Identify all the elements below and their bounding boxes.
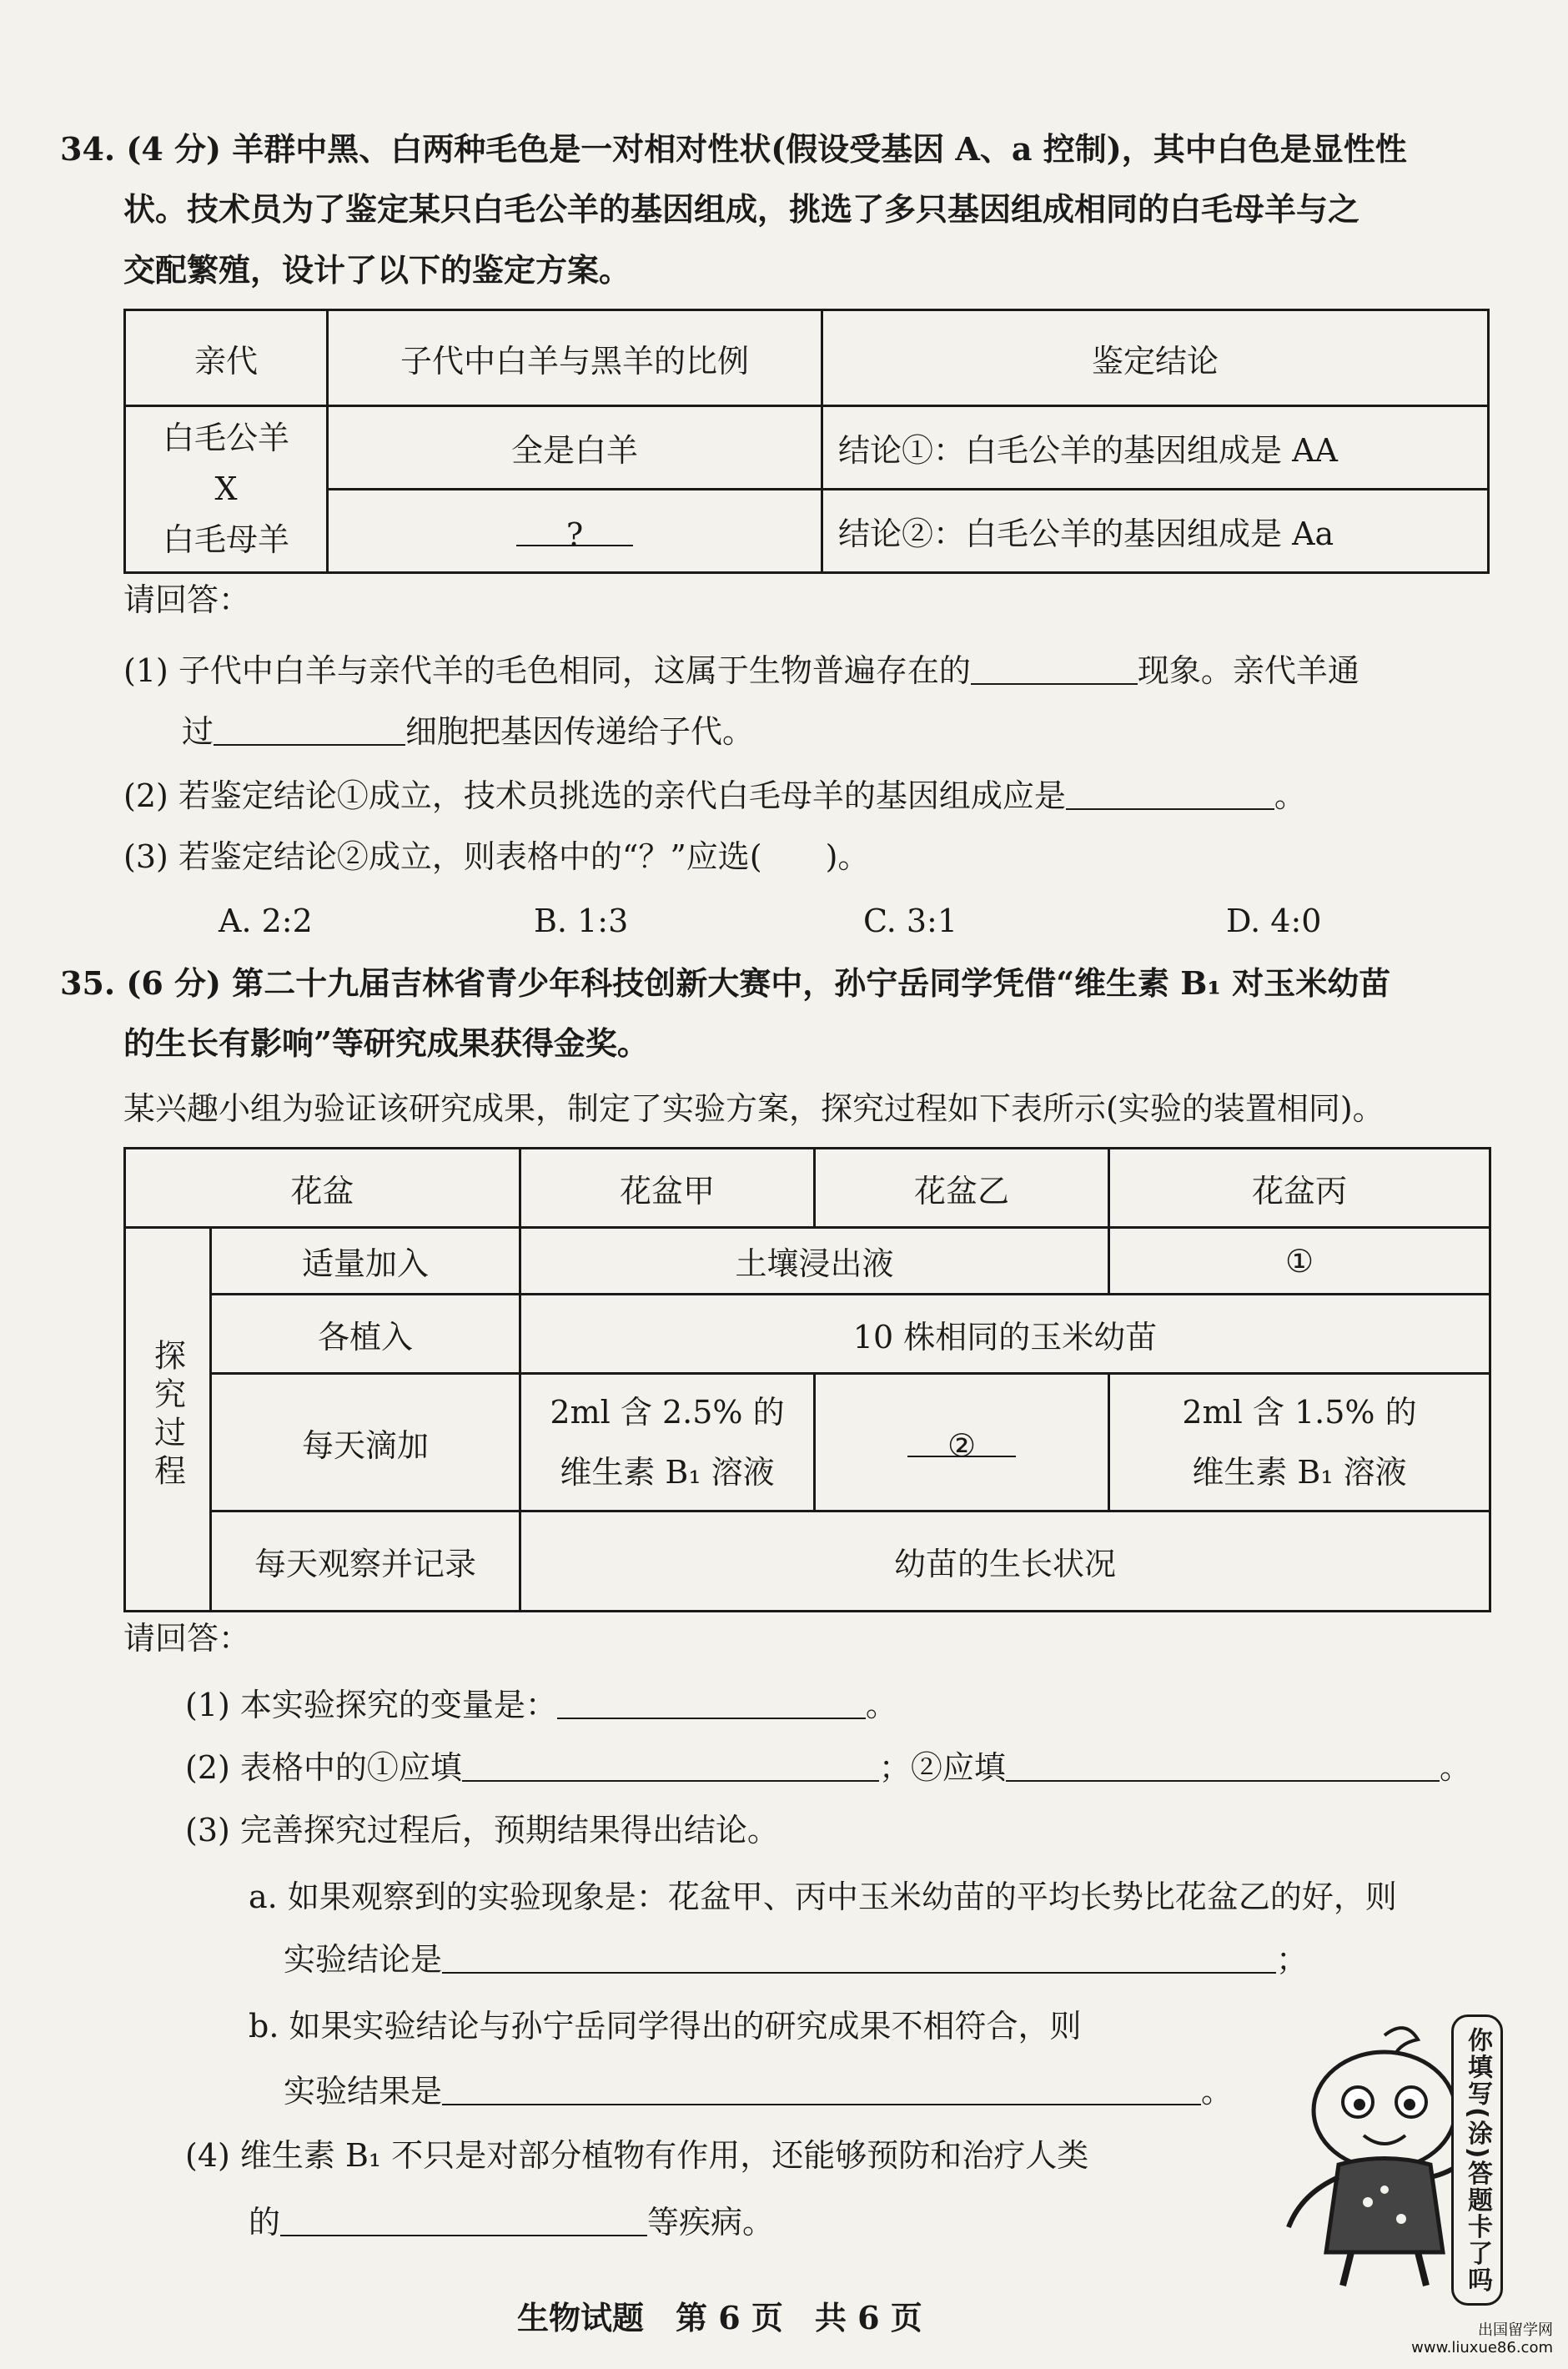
q34-header-conclusion: 鉴定结论 [822,310,1489,406]
q35-row4-val: 幼苗的生长状况 [520,1511,1490,1612]
q35-blank-2[interactable] [462,1752,879,1782]
q35-row3-b-cell [815,1374,1109,1511]
q34-stem-line3: 交配繁殖，设计了以下的鉴定方案。 [123,251,631,289]
watermark-url: www.liuxue86.com [1411,2339,1553,2357]
q34-conclusion-2: 结论②：白毛公羊的基因组成是 Aa [822,490,1489,573]
q35-row1-c: ① [1109,1228,1490,1295]
page-footer: 生物试题 第 6 页 共 6 页 [517,2299,922,2336]
q35-row2-val: 10 株相同的玉米幼苗 [520,1295,1490,1374]
q35-row2-label: 各植入 [211,1295,520,1374]
q35-sub4-line1: (4) 维生素 B₁ 不只是对部分植物有作用，还能够预防和治疗人类 [185,2137,1089,2174]
q35-please-answer: 请回答： [123,1620,251,1657]
q34-parent-cell [125,406,328,573]
q35-table [123,1147,1491,1612]
q34-blank-3[interactable] [1066,780,1274,810]
mascot-speech-bubble: 你填写(涂)答题卡了吗 [1451,2014,1503,2306]
q34-stem-line1: 34. (4 分) 羊群中黑、白两种毛色是一对相对性状(假设受基因 A、a 控制)，其中白色是显性性 [60,130,1407,168]
watermark-name: 出国留学网 [1478,2321,1553,2339]
q34-blank-2[interactable] [214,716,405,746]
q34-parent-x: X [214,470,238,508]
q35-row4-label: 每天观察并记录 [211,1511,520,1612]
q34-sub1-line2: 过 细胞把基因传递给子代。 [182,713,755,750]
q34-sub1-line1: (1) 子代中白羊与亲代羊的毛色相同，这属于生物普遍存在的 现象。亲代羊通 [123,652,1359,689]
q35-process-label: 探究过程 [148,1339,186,1492]
q34-table [123,309,1490,574]
q35-sub2: (2) 表格中的①应填 ；②应填 。 [185,1749,1471,1786]
q34-option-c[interactable]: C. 3:1 [863,903,958,939]
watermark [1411,2321,1553,2357]
q35-blank-5[interactable] [442,2075,1201,2105]
q34-ratio-1: 全是白羊 [328,406,822,490]
q35-row1-ab: 土壤浸出液 [520,1228,1109,1295]
q35-stem-line2: 的生长有影响”等研究成果获得金奖。 [123,1024,649,1062]
q34-stem-line2: 状。技术员为了鉴定某只白毛公羊的基因组成，挑选了多只基因组成相同的白毛母羊与之 [123,190,1360,228]
q35-row3-b[interactable]: ② [907,1427,1016,1457]
q35-row3-a-line2: 维生素 B₁ 溶液 [560,1454,775,1491]
q35-sub3: (3) 完善探究过程后，预期结果得出结论。 [185,1812,779,1848]
q34-blank-1[interactable] [971,655,1138,685]
q34-ratio-2-cell [328,490,822,573]
q35-stem-line3: 某兴趣小组为验证该研究成果，制定了实验方案，探究过程如下表所示(实验的装置相同)。 [123,1090,1385,1127]
q34-parent-male: 白毛公羊 [162,420,289,457]
q34-parent-female: 白毛母羊 [162,521,289,558]
q35-sub3b-line1: b. 如果实验结论与孙宁岳同学得出的研究成果不相符合，则 [249,2008,1082,2045]
q35-row3-a [520,1374,815,1511]
q35-row3-c-line1: 2ml 含 1.5% 的 [1182,1393,1417,1431]
q35-blank-3[interactable] [1006,1752,1440,1782]
q34-please-answer: 请回答： [123,581,251,618]
q35-stem-line1: 35. (6 分) 第二十九届吉林省青少年科技创新大赛中，孙宁岳同学凭借“维生素 B₁ 对玉米幼苗 [60,964,1391,1002]
q35-process-cell [125,1228,211,1612]
q34-ratio-2: ? [516,516,633,546]
q34-conclusion-1: 结论①：白毛公羊的基因组成是 AA [822,406,1489,490]
q35-row1-label: 适量加入 [211,1228,520,1295]
q34-sub3: (3) 若鉴定结论②成立，则表格中的“？”应选( )。 [123,838,870,875]
q34-header-ratio: 子代中白羊与黑羊的比例 [328,310,822,406]
q35-row3-c [1109,1374,1490,1511]
q34-header-parent: 亲代 [125,310,328,406]
q35-header-pot: 花盆 [125,1149,520,1228]
q35-row3-a-line1: 2ml 含 2.5% 的 [550,1393,785,1431]
q35-row3-label: 每天滴加 [211,1374,520,1511]
q35-header-b: 花盆乙 [815,1149,1109,1228]
q35-row3-c-line2: 维生素 B₁ 溶液 [1192,1454,1407,1491]
q35-sub4-line2: 的 等疾病。 [249,2204,775,2241]
q35-blank-4[interactable] [442,1944,1276,1974]
q35-sub1: (1) 本实验探究的变量是： 。 [185,1687,897,1723]
q34-option-b[interactable]: B. 1:3 [534,903,629,939]
q34-sub2: (2) 若鉴定结论①成立，技术员挑选的亲代白毛母羊的基因组成应是 。 [123,777,1306,814]
q35-header-a: 花盆甲 [520,1149,815,1228]
q35-blank-1[interactable] [557,1689,866,1719]
q34-option-a[interactable]: A. 2:2 [219,903,313,939]
q35-header-c: 花盆丙 [1109,1149,1490,1228]
q35-sub3a-line1: a. 如果观察到的实验现象是：花盆甲、丙中玉米幼苗的平均长势比花盆乙的好，则 [249,1879,1397,1915]
q35-sub3b-line2: 实验结果是 。 [284,2073,1234,2110]
q34-option-d[interactable]: D. 4:0 [1226,903,1322,939]
q35-sub3a-line2: 实验结论是 ； [284,1941,1309,1978]
q35-blank-6[interactable] [280,2206,647,2236]
